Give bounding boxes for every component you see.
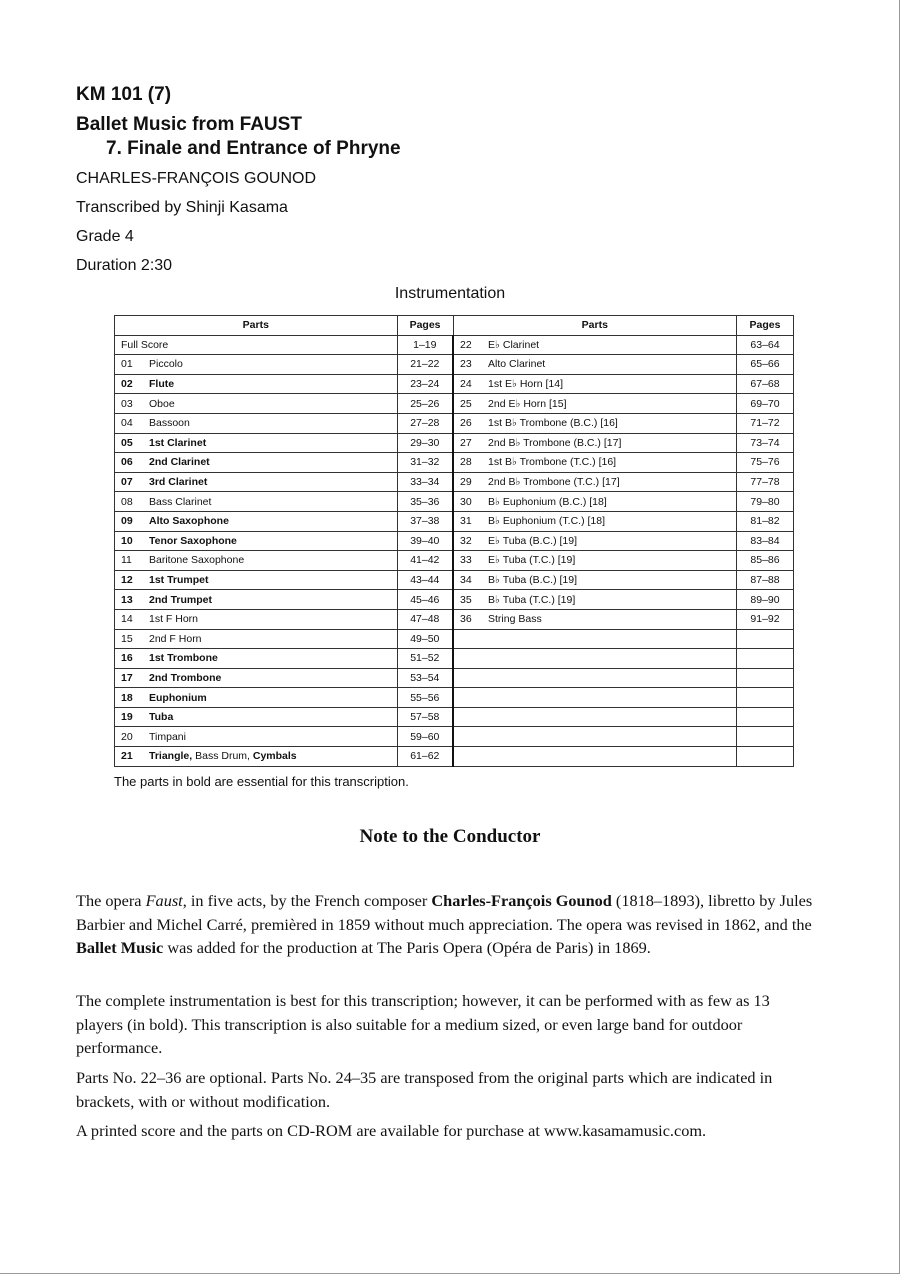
table-row [115,688,794,708]
pages-cell [397,453,453,473]
part-number: 05 [121,436,133,449]
part-name: 1st B♭ Trombone (T.C.) [16] [488,456,617,469]
part-pages: 69–70 [750,397,780,410]
pages-cell [737,335,794,355]
part-pages: 37–38 [410,515,440,528]
part-cell [115,590,398,610]
part-pages: 79–80 [750,495,780,508]
table-row [115,531,794,551]
part-name: Alto Saxophone [149,515,229,528]
part-name: 1st Trumpet [149,574,209,587]
pages-cell [737,413,794,433]
table-row [115,355,794,375]
table-row [115,707,794,727]
part-pages: 25–26 [410,397,440,410]
pages-cell [397,413,453,433]
pages-cell [397,511,453,531]
part-number: 29 [460,476,472,489]
part-cell [453,570,737,590]
note-paragraph: The complete instrumentation is best for this transcription; however, it can be performed with as few as 13 players (in bold). This transcription is also suitable for a medium sized, or even large band for outdoor performance. [76,991,770,1057]
pages-cell [397,374,453,394]
part-cell [115,511,398,531]
part-pages: 45–46 [410,593,440,606]
part-number: 16 [121,652,133,665]
part-number: 02 [121,378,133,391]
composer-name: Charles-François Gounod [431,891,612,910]
part-name: Triangle, [149,750,193,763]
pages-cell [397,570,453,590]
part-pages: 57–58 [410,711,440,724]
pages-cell [737,472,794,492]
part-cell [453,394,737,414]
part-name: 1st E♭ Horn [14] [488,378,564,391]
header-parts: Parts [115,316,398,336]
text-run: The opera [76,891,146,910]
part-cell [453,551,737,571]
transcriber: Transcribed by Shinji Kasama [76,199,288,216]
part-cell [453,609,737,629]
part-number: 13 [121,593,133,606]
pages-cell [397,727,453,747]
part-number: 14 [121,613,133,626]
part-pages: 63–64 [750,338,780,351]
part-cell [115,551,398,571]
part-number: 01 [121,358,133,371]
table-row [115,727,794,747]
part-number: 20 [121,730,133,743]
part-name: 1st Clarinet [149,436,207,449]
part-cell [115,433,398,453]
part-pages: 41–42 [410,554,440,567]
part-number: 28 [460,456,472,469]
part-cell [453,335,737,355]
pages-cell [397,472,453,492]
part-pages: 75–76 [750,456,780,469]
part-pages: 83–84 [750,534,780,547]
part-cell [115,727,398,747]
table-row [115,433,794,453]
part-name: 2nd B♭ Trombone (B.C.) [17] [488,436,622,449]
part-cell [453,531,737,551]
part-cell [115,413,398,433]
part-cell [453,688,737,708]
part-pages: 55–56 [410,691,440,704]
part-cell [453,590,737,610]
part-number: 12 [121,574,133,587]
pages-cell [737,551,794,571]
part-pages: 33–34 [410,476,440,489]
part-cell [115,335,398,355]
part-cell [453,413,737,433]
movement-title: 7. Finale and Entrance of Phryne [106,138,401,159]
part-cell [453,374,737,394]
part-pages: 49–50 [410,632,440,645]
note-heading: Note to the Conductor [359,826,541,847]
pages-cell [397,492,453,512]
part-cell [115,355,398,375]
part-pages: 85–86 [750,554,780,567]
part-name: 2nd F Horn [149,632,202,645]
instrumentation-table [114,315,794,767]
part-pages: 43–44 [410,574,440,587]
part-name: 1st F Horn [149,613,199,626]
table-row [115,668,794,688]
part-name: Timpani [149,730,186,743]
table-row [115,747,794,767]
part-number: 36 [460,613,472,626]
pages-cell [737,590,794,610]
table-row [115,570,794,590]
pages-cell [397,335,453,355]
part-name: Bass Drum, [192,750,253,763]
part-cell [453,433,737,453]
table-row [115,453,794,473]
part-cell [115,374,398,394]
pages-cell [397,531,453,551]
part-number: 15 [121,632,133,645]
table-row [115,609,794,629]
part-pages: 71–72 [750,417,780,430]
part-pages: 27–28 [410,417,440,430]
table-row [115,472,794,492]
part-cell [115,649,398,669]
part-name: 2nd Trumpet [149,593,213,606]
part-name: Cymbals [252,750,297,763]
pages-cell [737,453,794,473]
work-title: Ballet Music from FAUST [76,114,302,135]
pages-cell [737,394,794,414]
part-pages: 87–88 [750,574,780,587]
table-row [115,492,794,512]
part-number: 17 [121,671,133,684]
part-name: 1st B♭ Trombone (B.C.) [16] [488,417,618,430]
part-number: 23 [460,358,472,371]
pages-cell [397,629,453,649]
opera-title: Faust [145,891,183,910]
part-cell [453,747,737,767]
part-number: 31 [460,515,472,528]
part-number: 26 [460,417,472,430]
part-pages: 31–32 [410,456,440,469]
note-paragraph: A printed score and the parts on CD-ROM are available for purchase at www.kasamamusic.com. [76,1121,707,1140]
table-row [115,374,794,394]
part-name: E♭ Tuba (B.C.) [19] [488,534,578,547]
part-name: Tenor Saxophone [149,534,237,547]
part-name: 1st Trombone [149,652,218,665]
pages-cell [737,707,794,727]
part-name: B♭ Tuba (B.C.) [19] [488,574,578,587]
part-number: 33 [460,554,472,567]
table-row [115,551,794,571]
part-pages: 51–52 [410,652,440,665]
part-number: 27 [460,436,472,449]
table-row [115,590,794,610]
part-name: E♭ Tuba (T.C.) [19] [488,554,576,567]
part-cell [453,707,737,727]
part-name: B♭ Tuba (T.C.) [19] [488,593,576,606]
part-pages: 61–62 [410,750,440,763]
table-header-row [115,316,794,336]
part-pages: 21–22 [410,358,440,371]
part-name: Tuba [149,711,174,724]
text-run: was added for the production at The Paris Opera (Opéra de Paris) in 1869. [163,938,651,957]
part-cell [115,492,398,512]
part-number: 32 [460,534,472,547]
part-name: B♭ Euphonium (T.C.) [18] [488,515,606,528]
table-row [115,511,794,531]
pages-cell [737,511,794,531]
table-row [115,335,794,355]
part-name: Piccolo [149,358,183,371]
pages-cell [397,609,453,629]
text-run: (1818–1893), libretto by Jules Barbier and Michel Carré, premièred in 1859 without much appreciation. The opera was revised in 1862, and the [76,891,813,934]
part-pages: 77–78 [750,476,780,489]
part-number: 25 [460,397,472,410]
part-name: 2nd Clarinet [149,456,210,469]
part-number: 34 [460,574,472,587]
part-name: E♭ Clarinet [488,338,540,351]
part-name: Bassoon [149,417,190,430]
text-run: , in five acts, by the French composer [182,891,432,910]
part-number: 18 [121,691,133,704]
pages-cell [397,649,453,669]
table-row [115,413,794,433]
header-parts: Parts [453,316,737,336]
part-cell [453,511,737,531]
grade: Grade 4 [76,228,134,245]
part-name: 3rd Clarinet [149,476,208,489]
catalog-code: KM 101 (7) [76,84,172,105]
part-pages: 67–68 [750,378,780,391]
pages-cell [737,433,794,453]
part-name: Baritone Saxophone [149,554,245,567]
pages-cell [737,492,794,512]
pages-cell [737,688,794,708]
note-paragraph [76,889,816,960]
part-name: 2nd E♭ Horn [15] [488,397,567,410]
pages-cell [737,727,794,747]
part-cell [115,707,398,727]
pages-cell [397,590,453,610]
part-pages: 39–40 [410,534,440,547]
ballet-music: Ballet Music [76,938,164,957]
pages-cell [397,433,453,453]
pages-cell [737,531,794,551]
part-cell [115,472,398,492]
part-pages: 91–92 [750,613,780,626]
table-row [115,649,794,669]
part-pages: 73–74 [750,436,780,449]
pages-cell [737,355,794,375]
part-name: Euphonium [149,691,207,704]
pages-cell [737,374,794,394]
part-name: Alto Clarinet [488,358,546,371]
part-pages: 29–30 [410,436,440,449]
part-cell [115,570,398,590]
table-row [115,394,794,414]
part-name: B♭ Euphonium (B.C.) [18] [488,495,607,508]
part-cell [115,747,398,767]
pages-cell [397,688,453,708]
part-number: 11 [121,554,132,567]
pages-cell [397,551,453,571]
part-name: Oboe [149,397,175,410]
part-cell [453,727,737,747]
pages-cell [737,649,794,669]
pages-cell [737,668,794,688]
table-row [115,629,794,649]
part-pages: 89–90 [750,593,780,606]
pages-cell [397,355,453,375]
part-name: Flute [149,378,175,391]
part-name: 2nd Trombone [149,671,222,684]
part-cell [453,492,737,512]
pages-cell [737,629,794,649]
table-body [115,335,794,766]
part-number: 10 [121,534,133,547]
part-number: 07 [121,476,133,489]
part-number: 08 [121,495,133,508]
part-number: 24 [460,378,472,391]
part-cell [453,472,737,492]
part-number: 21 [121,750,133,763]
part-number: 30 [460,495,472,508]
part-number: 22 [460,338,472,351]
pages-cell [737,609,794,629]
part-number: 03 [121,397,133,410]
part-pages: 1–19 [413,338,437,351]
part-pages: 23–24 [410,378,440,391]
part-pages: 59–60 [410,730,440,743]
part-name: Bass Clarinet [149,495,212,508]
part-pages: 35–36 [410,495,440,508]
part-cell [115,394,398,414]
part-pages: 53–54 [410,671,440,684]
part-cell [453,668,737,688]
part-name: 2nd B♭ Trombone (T.C.) [17] [488,476,620,489]
part-cell [115,531,398,551]
part-cell [115,688,398,708]
part-number: 06 [121,456,133,469]
part-cell [115,609,398,629]
part-number: 04 [121,417,133,430]
header-pages: Pages [397,316,453,336]
part-cell [453,453,737,473]
table-footnote: The parts in bold are essential for this transcription. [114,774,409,789]
pages-cell [397,707,453,727]
composer: CHARLES-FRANÇOIS GOUNOD [76,170,317,187]
part-number: 09 [121,515,133,528]
part-pages: 65–66 [750,358,780,371]
pages-cell [397,394,453,414]
part-pages: 81–82 [750,515,780,528]
header-pages: Pages [737,316,794,336]
part-cell [453,355,737,375]
instrumentation-heading: Instrumentation [394,285,506,302]
part-cell [115,629,398,649]
part-name: Full Score [121,338,169,351]
note-paragraph: Parts No. 22–36 are optional. Parts No. 24–35 are transposed from the original parts which are indicated in brackets, with or without modification. [76,1068,773,1111]
part-pages: 47–48 [410,613,440,626]
part-cell [453,629,737,649]
part-cell [453,649,737,669]
part-cell [115,453,398,473]
part-name: String Bass [488,613,542,626]
pages-cell [397,668,453,688]
part-number: 35 [460,593,472,606]
pages-cell [737,570,794,590]
pages-cell [397,747,453,767]
part-number: 19 [121,711,133,724]
part-cell [115,668,398,688]
pages-cell [737,747,794,767]
duration: Duration 2:30 [76,257,173,274]
